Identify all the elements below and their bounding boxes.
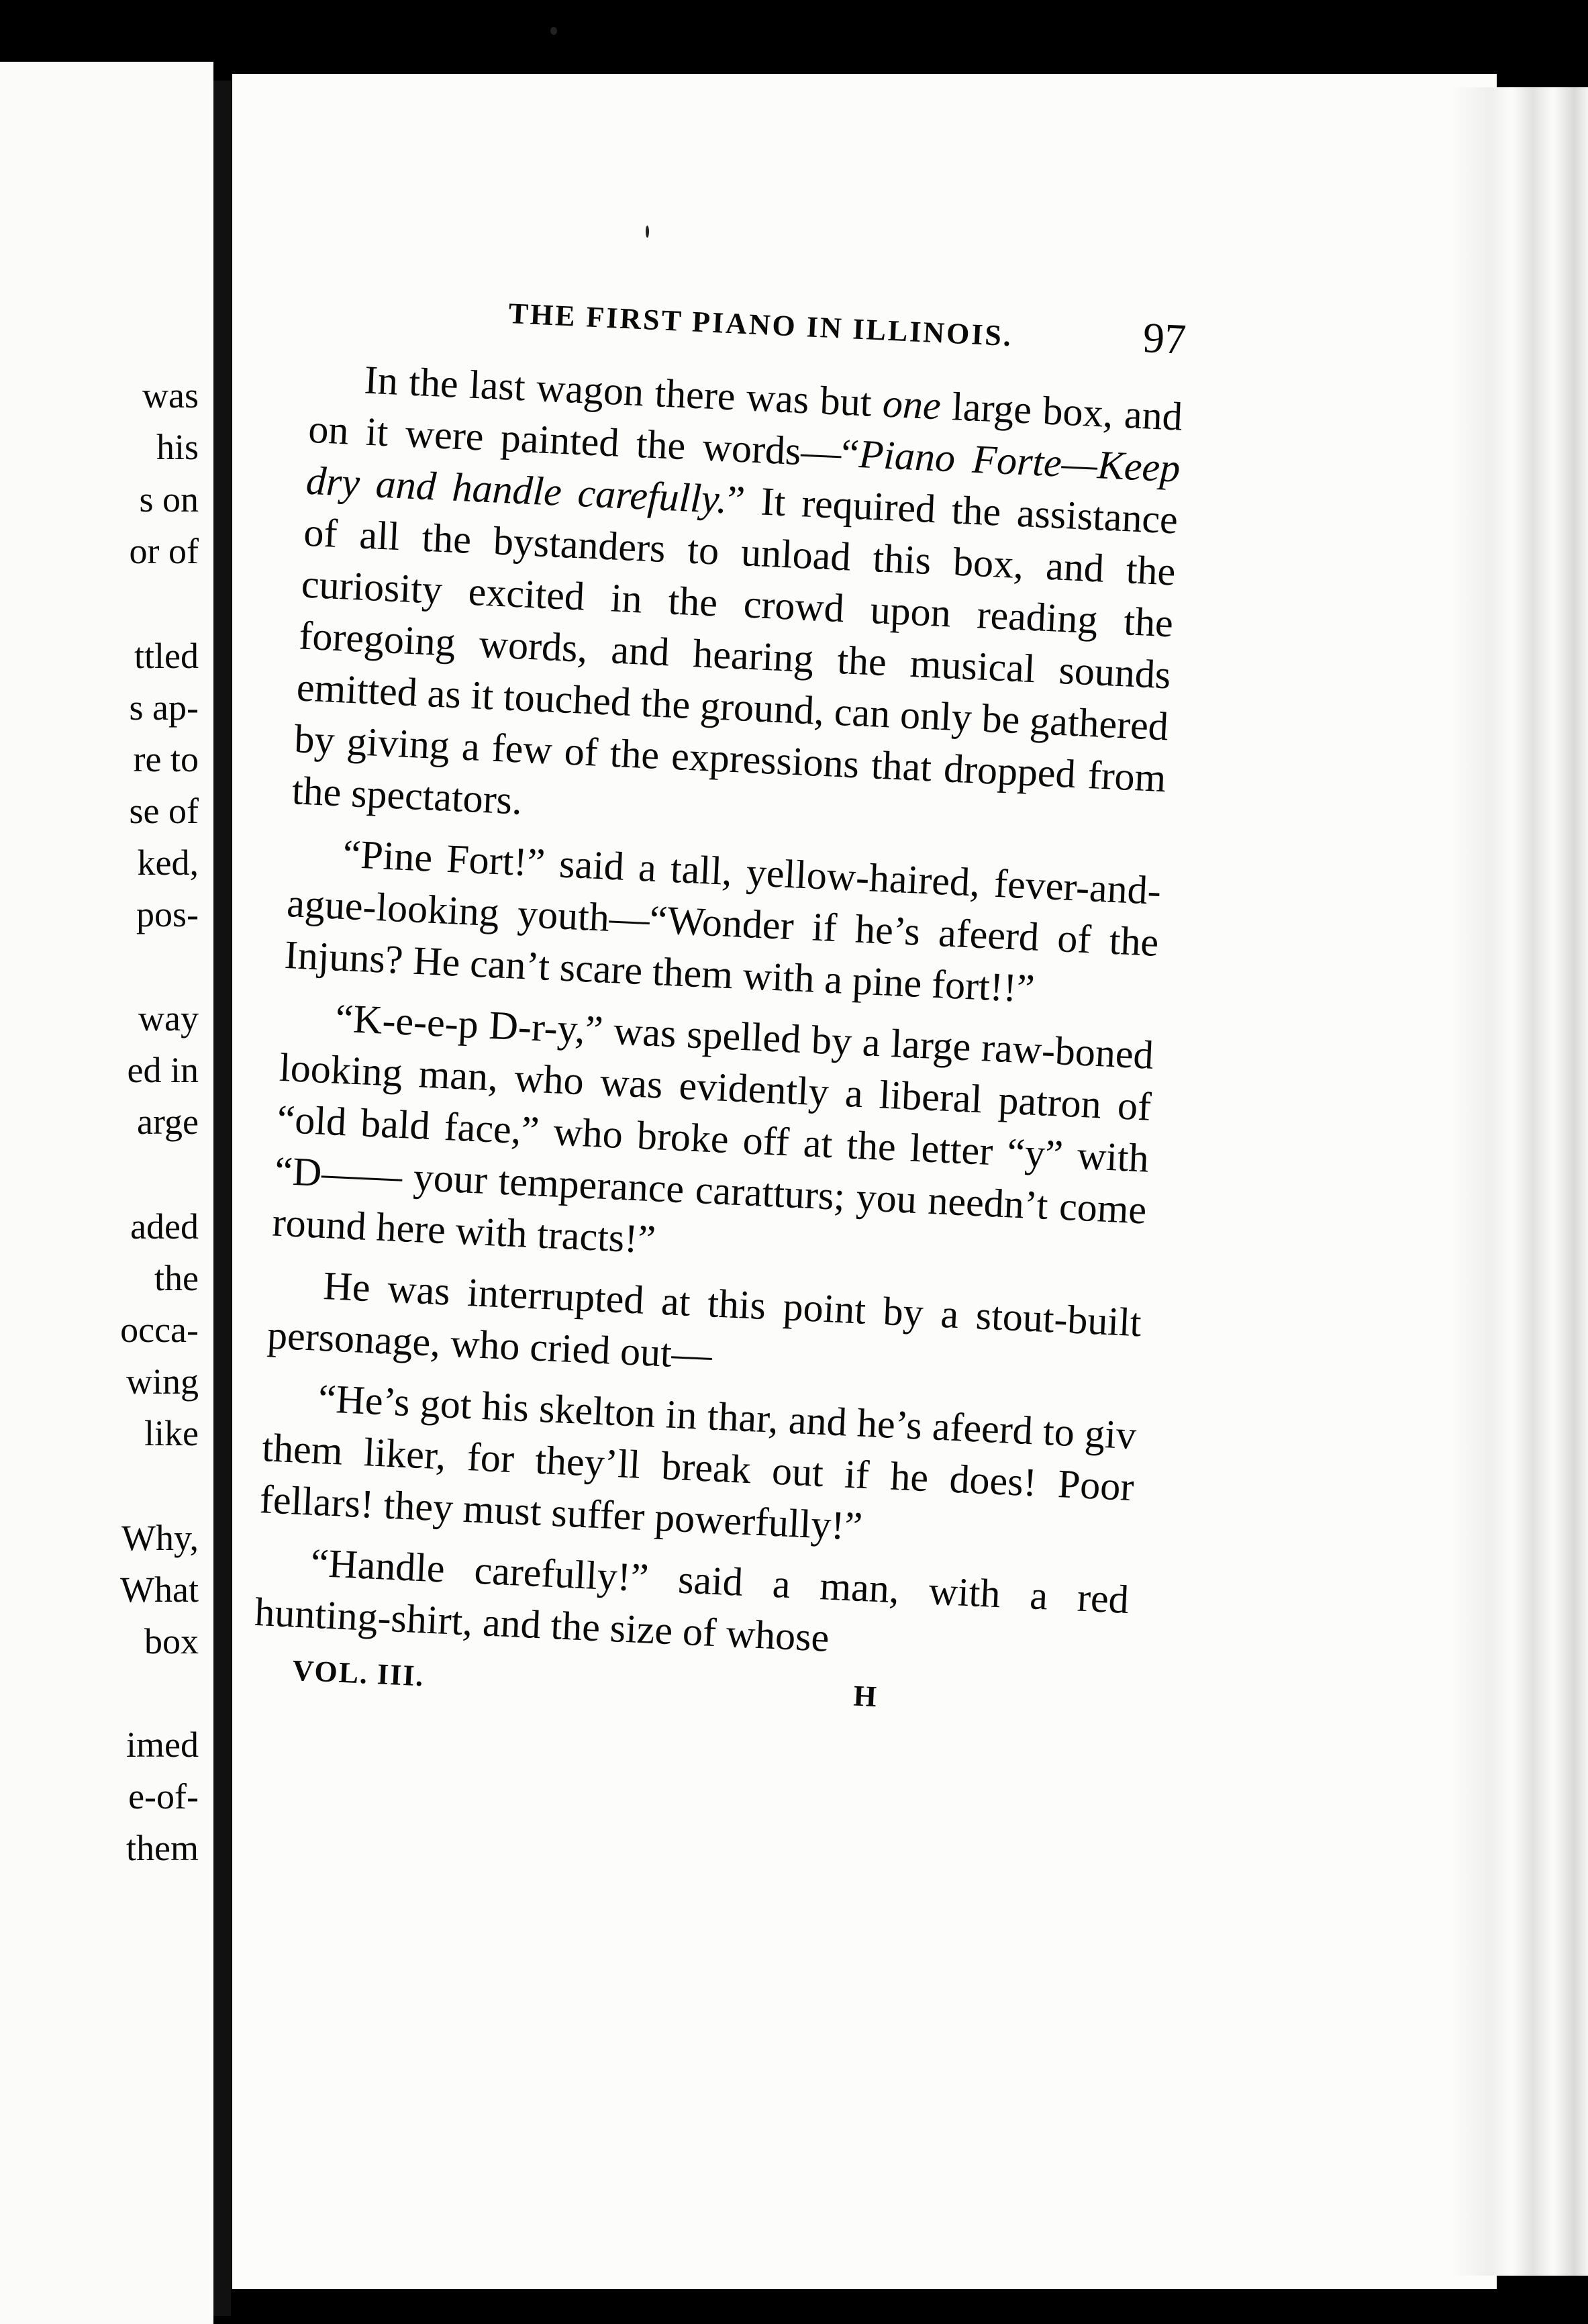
running-title: THE FIRST PIANO IN ILLINOIS. [507,297,1014,353]
left-page-fragment: s on [139,479,199,520]
dust-speck [550,27,557,35]
left-page-fragment: pos- [136,894,199,934]
left-page-fragment: ked, [137,842,199,883]
paragraph: “Handle carefully!” said a man, with a red hunting-shirt, and the size of whose [254,1540,1130,1660]
dust-speck [646,226,649,238]
left-page-fragment: box [144,1621,199,1661]
page-text-block [252,275,1187,1725]
box-inscription: Piano Forte—Keep dry and handle carefully. [305,432,1181,522]
left-page-fragment: his [156,427,199,467]
paragraph: He was interrupted at this point by a stout-built personage, who cried out— [266,1263,1142,1377]
left-page-fragment: arge [137,1102,199,1142]
signature-mark: H [852,1679,879,1714]
left-page-fragment: like [144,1413,199,1453]
left-page-fragment: re to [133,739,199,779]
left-page-fragment: occa- [120,1310,199,1350]
left-page-fragment: was [142,375,199,416]
left-page-fragment: aded [130,1206,199,1247]
left-page-fragment: or of [129,531,199,571]
previous-page [0,62,213,2324]
left-page-fragment: se of [129,791,199,831]
left-page-fragment: wing [126,1361,199,1402]
emphasized-word: one [881,381,942,428]
left-page-fragment: imed [126,1725,199,1765]
left-page-fragment: the [154,1258,199,1298]
page-number: 97 [1142,313,1187,363]
paragraph-text: large box, and on it were painted the words—“ [307,383,1184,476]
paragraph: “He’s got his skelton in thar, and he’s afeerd to giv them liker, for they’ll break out if he does! Poor fellars! they must suffer powerfully!” [258,1375,1138,1549]
book-gutter [213,81,231,2316]
paragraph-text: In the last wagon there was but [363,357,884,426]
volume-label: VOL. III. [291,1653,426,1693]
paragraph: “K-e-e-p D-r-y,” was spelled by a large raw-boned looking man, who was evidently a liberal patron of “old bald face,” who broke off at the letter “y” with “D—— your temperance caratturs; you needn’t come round here with tracts!” [271,996,1155,1262]
paragraph: “Pine Fort!” said a tall, yellow-haired, fever-and-ague-looking youth—“Wonder if he’s afeerd of the Injuns? He can’t scare them with a pine fort!!” [283,831,1162,1011]
paragraph [291,352,1183,856]
left-page-fragment: Why, [121,1518,199,1558]
left-page-fragment: them [126,1828,199,1868]
left-page-fragment: What [120,1569,199,1610]
page-edges [1450,87,1588,2276]
paragraph-text: ” It required the assistance of all the bystanders to unload this box, and the curiosity excited in the crowd upon reading the foregoing words, and hearing the musical sounds emitted as it touched the ground, can only be gathered by giving a few of the expressions that dropped from the spectators. [291,477,1179,823]
left-page-fragment: s ap- [129,687,199,728]
left-page-fragment: way [138,998,199,1038]
left-page-fragment: e-of- [128,1776,199,1817]
left-page-fragment: ed in [127,1050,199,1090]
left-page-fragment: ttled [134,636,199,676]
